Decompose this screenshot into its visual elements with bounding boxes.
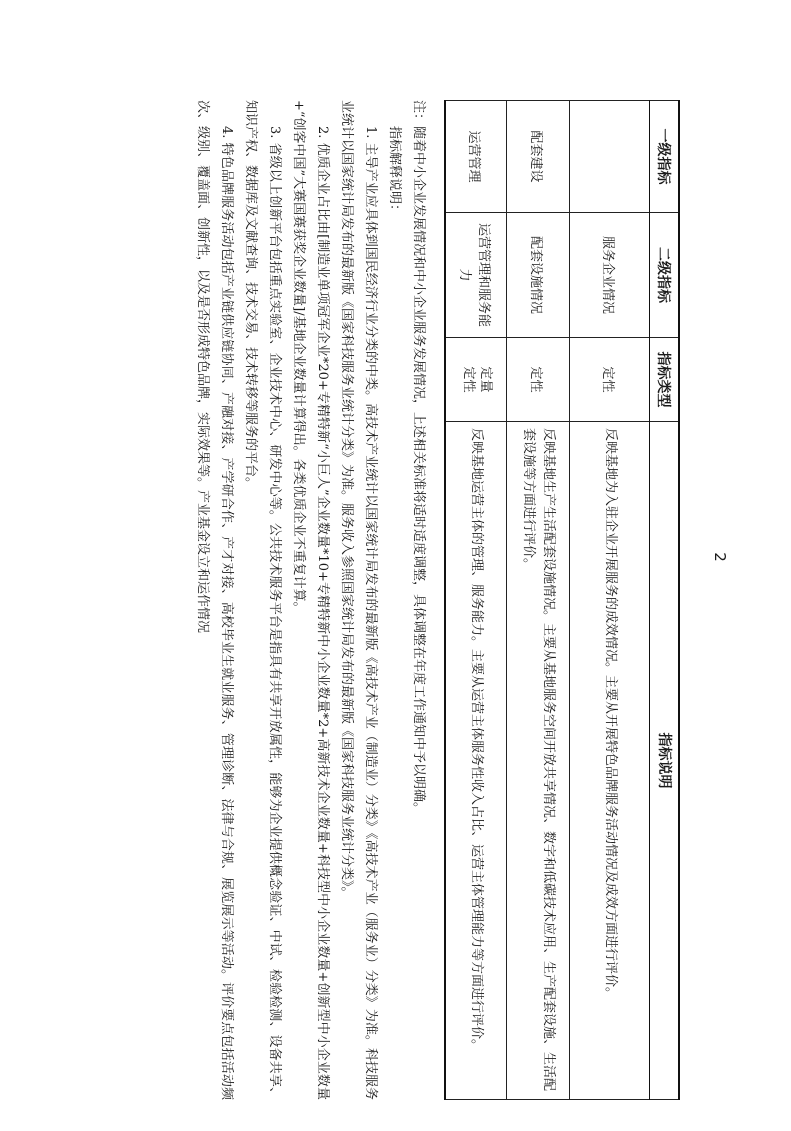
page-number: 2 — [710, 552, 729, 562]
type-quantitative: 定量 — [477, 366, 493, 393]
type-qualitative: 定性 — [460, 366, 476, 393]
note-item-2: 2. 优质企业占比由[制造业单项冠军企业*20+专精特新“小巨人”企业数量*10+专精特新中小企业数量*2+高新技术企业数量+科技型中小企业数量+创新型中小企业数量+“创客中国”大赛国赛获奖企业数量]/基地企业数量计算得出。各类优质企业不重复计算。 — [291, 100, 330, 1100]
indicator-table — [444, 100, 680, 1100]
cell-level2: 配套设施情况 — [506, 213, 569, 338]
note-paragraph: 注：随着中小企业发展情况和中小企业服务发展情况，上述相关标准将适时适度调整，具体调整在年度工作通知中予以明确。 — [411, 100, 426, 816]
note-item-3: 3. 省级以上创新平台包括重点实验室、企业技术中心、研发中心等。公共技术服务平台是指具有共享开放属性，能够为企业提供概念验证、中试、检验检测、设备共享、知识产权、数据库及文献查询、技术交易、技术转移等服务的平台。 — [243, 100, 282, 1100]
cell-description: 反映基地生产生活配套设施情况。主要从基地服务空间开放共享情况、数字和低碳技术应用、生产配套设施、生活配套设施等方面进行评价。 — [506, 422, 569, 1100]
table-header-row — [649, 101, 679, 1100]
cell-level2: 服务企业情况 — [569, 213, 649, 338]
cell-description: 反映基地为入驻企业开展服务的成效情况。主要从开展特色品牌服务活动情况及成效方面进行评价。 — [569, 422, 649, 1100]
cell-description: 反映基地运营主体的管理、服务能力。主要从运营主体服务性收入占比、运营主体管理能力等方面进行评价。 — [445, 422, 506, 1100]
cell-type: 定性 — [569, 338, 649, 422]
header-type: 指标类型 — [649, 338, 679, 422]
rotated-page-content — [60, 100, 680, 1100]
table-row — [569, 101, 649, 1100]
note-item-1: 1. 主导产业应具体到国民经济行业分类的中类。高技术产业统计以国家统计局发布的最新版《高技术产业（制造业）分类》《高技术产业（服务业）分类》为准。科技服务业统计以国家统计局发布的最新版《国家科技服务业统计分类》为准。服务收入参照国家统计局发布的最新版《国家科技服务业统计分类》。 — [339, 100, 378, 1100]
cell-level2: 运营管理和服务能力 — [445, 213, 506, 338]
cell-level1: 配套建设 — [506, 101, 569, 213]
cell-level1 — [569, 101, 649, 213]
cell-level1: 运营管理 — [445, 101, 506, 213]
cell-type — [445, 338, 506, 422]
table-row — [445, 101, 506, 1100]
header-level1: 一级指标 — [649, 101, 679, 213]
header-level2: 二级指标 — [649, 213, 679, 338]
note-item-4: 4. 特色品牌服务活动包括产业链供应链协同、产融对接、产学研合作、产才对接、高校毕业生就业服务、管理诊断、法律与合规、展览展示等活动。评价要点包括活动频次、级别、覆盖面、创新性，以及是否形成特色品牌，实际效果等。产业基金设立和运作情况 — [195, 100, 234, 1100]
notes-section — [190, 100, 430, 1100]
header-description: 指标说明 — [649, 422, 679, 1100]
notes-heading: 指标解释说明： — [387, 126, 402, 218]
table-row — [506, 101, 569, 1100]
cell-type: 定性 — [506, 338, 569, 422]
